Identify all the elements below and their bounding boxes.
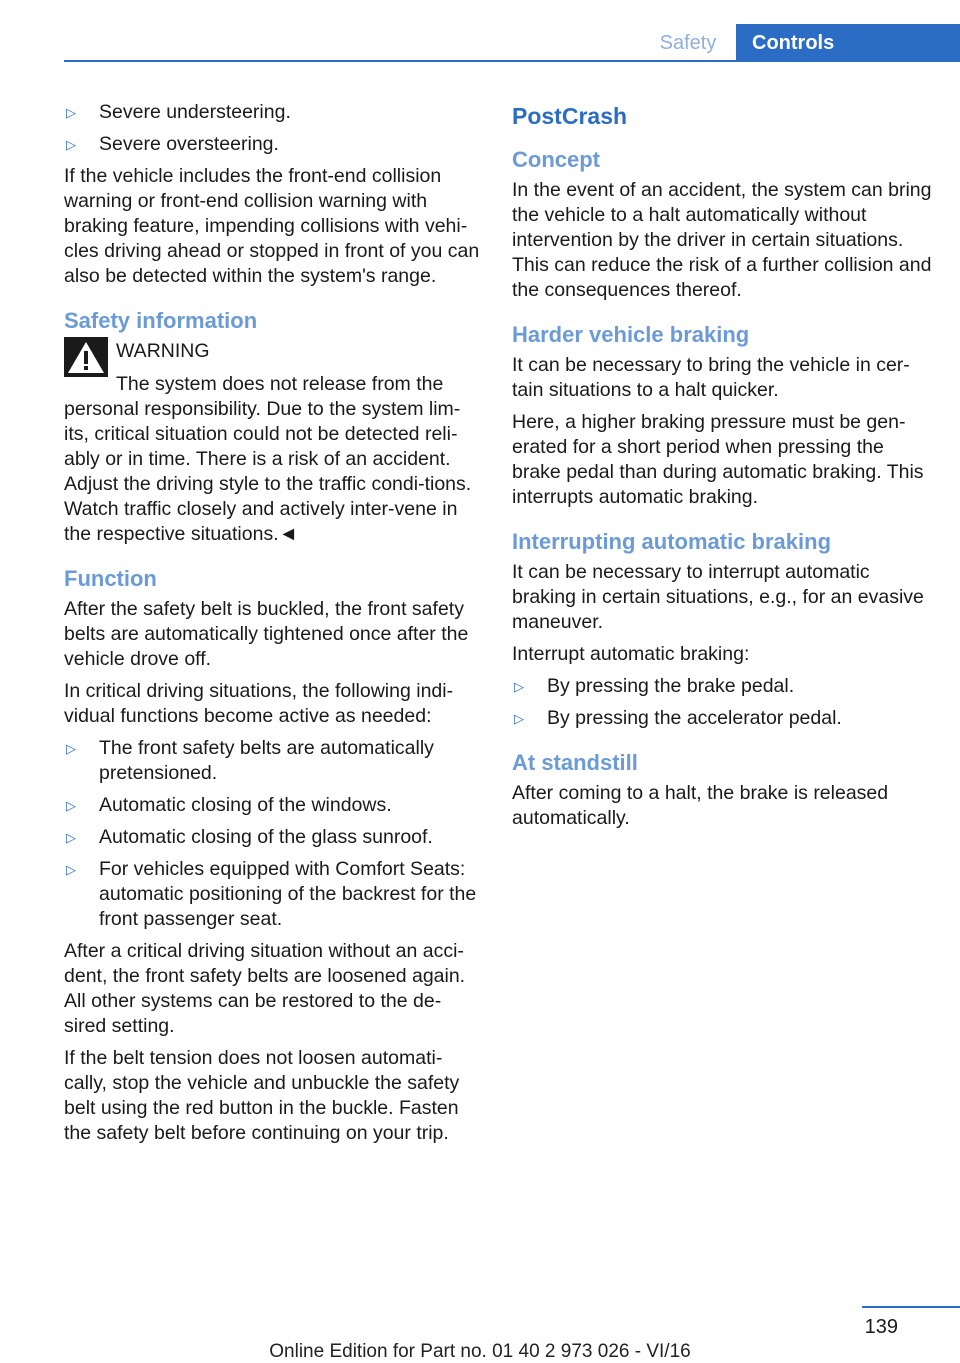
postcrash-heading: PostCrash (512, 103, 628, 129)
interrupt-bullet-list (512, 674, 932, 731)
function-heading: Function (64, 566, 157, 591)
header-section-tab[interactable]: Safety (659, 32, 717, 54)
harder-paragraph-1: It can be necessary to bring the vehicle in cer-tain situations to a halt quicker. (512, 354, 910, 401)
warning-title: WARNING (116, 340, 210, 362)
list-item: ▷ Severe understeering. (64, 100, 482, 125)
warning-text-body: The system does not release from the personal responsibility. Due to the system lim-its, critical situation could not be detected reli-ably or in time. There is a risk of an accident. Adjust the driving style to the traffic condi-tions. Watch traffic closely and actively inter-vene in the respective situations.◄ (64, 373, 472, 545)
page-number: 139 (864, 1316, 898, 1338)
after-paragraph-1: After a critical driving situation without an acci-dent, the front safety belts are loosened again. All other systems can be restored to the de-sired setting. (64, 940, 466, 1037)
standstill-heading: At standstill (512, 750, 638, 775)
list-item: ▷ The front safety belts are automatically pretensioned. (64, 736, 482, 786)
concept-paragraph: In the event of an accident, the system can bring the vehicle to a halt automatically without intervention by the driver in certain situations. This can reduce the risk of a further collision and the consequences thereof. (512, 179, 932, 301)
safety-information-heading: Safety information (64, 308, 258, 333)
edition-footer: Online Edition for Part no. 01 40 2 973 026 - VI/16 (269, 1341, 691, 1362)
footer-rule (862, 1306, 960, 1308)
list-item: ▷ By pressing the brake pedal. (512, 674, 932, 699)
list-item: ▷ Automatic closing of the windows. (64, 793, 482, 818)
top-bullet-list (64, 100, 482, 157)
standstill-paragraph: After coming to a halt, the brake is released automatically. (512, 782, 889, 829)
interrupt-paragraph-1: It can be necessary to interrupt automatic braking in certain situations, e.g., for an evasive maneuver. (512, 561, 924, 633)
function-paragraph-1: After the safety belt is buckled, the front safety belts are automatically tightened once after the vehicle drove off. (64, 598, 469, 670)
header-rule (64, 60, 960, 62)
harder-braking-heading: Harder vehicle braking (512, 322, 750, 347)
warning-text (64, 372, 482, 547)
function-bullet-list (64, 736, 482, 932)
header-nav (640, 24, 960, 62)
concept-heading: Concept (512, 147, 600, 172)
interrupt-paragraph-2: Interrupt automatic braking: (512, 643, 750, 665)
left-column (64, 100, 482, 1153)
list-item: ▷ Automatic closing of the glass sunroof. (64, 825, 482, 850)
header-chapter-tab[interactable]: Controls (736, 24, 960, 62)
after-paragraph-2: If the belt tension does not loosen automati-cally, stop the vehicle and unbuckle the safety belt using the red button in the buckle. Fasten the safety belt before continuing on your trip. (64, 1047, 460, 1144)
warning-block (64, 339, 482, 547)
harder-paragraph-2: Here, a higher braking pressure must be gen-erated for a short period when pressing the brake pedal than during automatic braking. This interrupts automatic braking. (512, 411, 924, 508)
right-column (512, 100, 932, 838)
list-item: ▷ Severe oversteering. (64, 132, 482, 157)
intro-paragraph: If the vehicle includes the front-end collision warning or front-end collision warning with braking feature, impending collisions with vehi-cles driving ahead or stopped in front of you can also be detected within the system's range. (64, 165, 480, 287)
list-item: ▷ By pressing the accelerator pedal. (512, 706, 932, 731)
warning-triangle-icon (64, 337, 108, 377)
list-item: ▷ For vehicles equipped with Comfort Seats: automatic positioning of the backrest for the front passenger seat. (64, 857, 482, 932)
function-paragraph-2: In critical driving situations, the following indi-vidual functions become active as needed: (64, 680, 454, 727)
interrupting-braking-heading: Interrupting automatic braking (512, 529, 832, 554)
